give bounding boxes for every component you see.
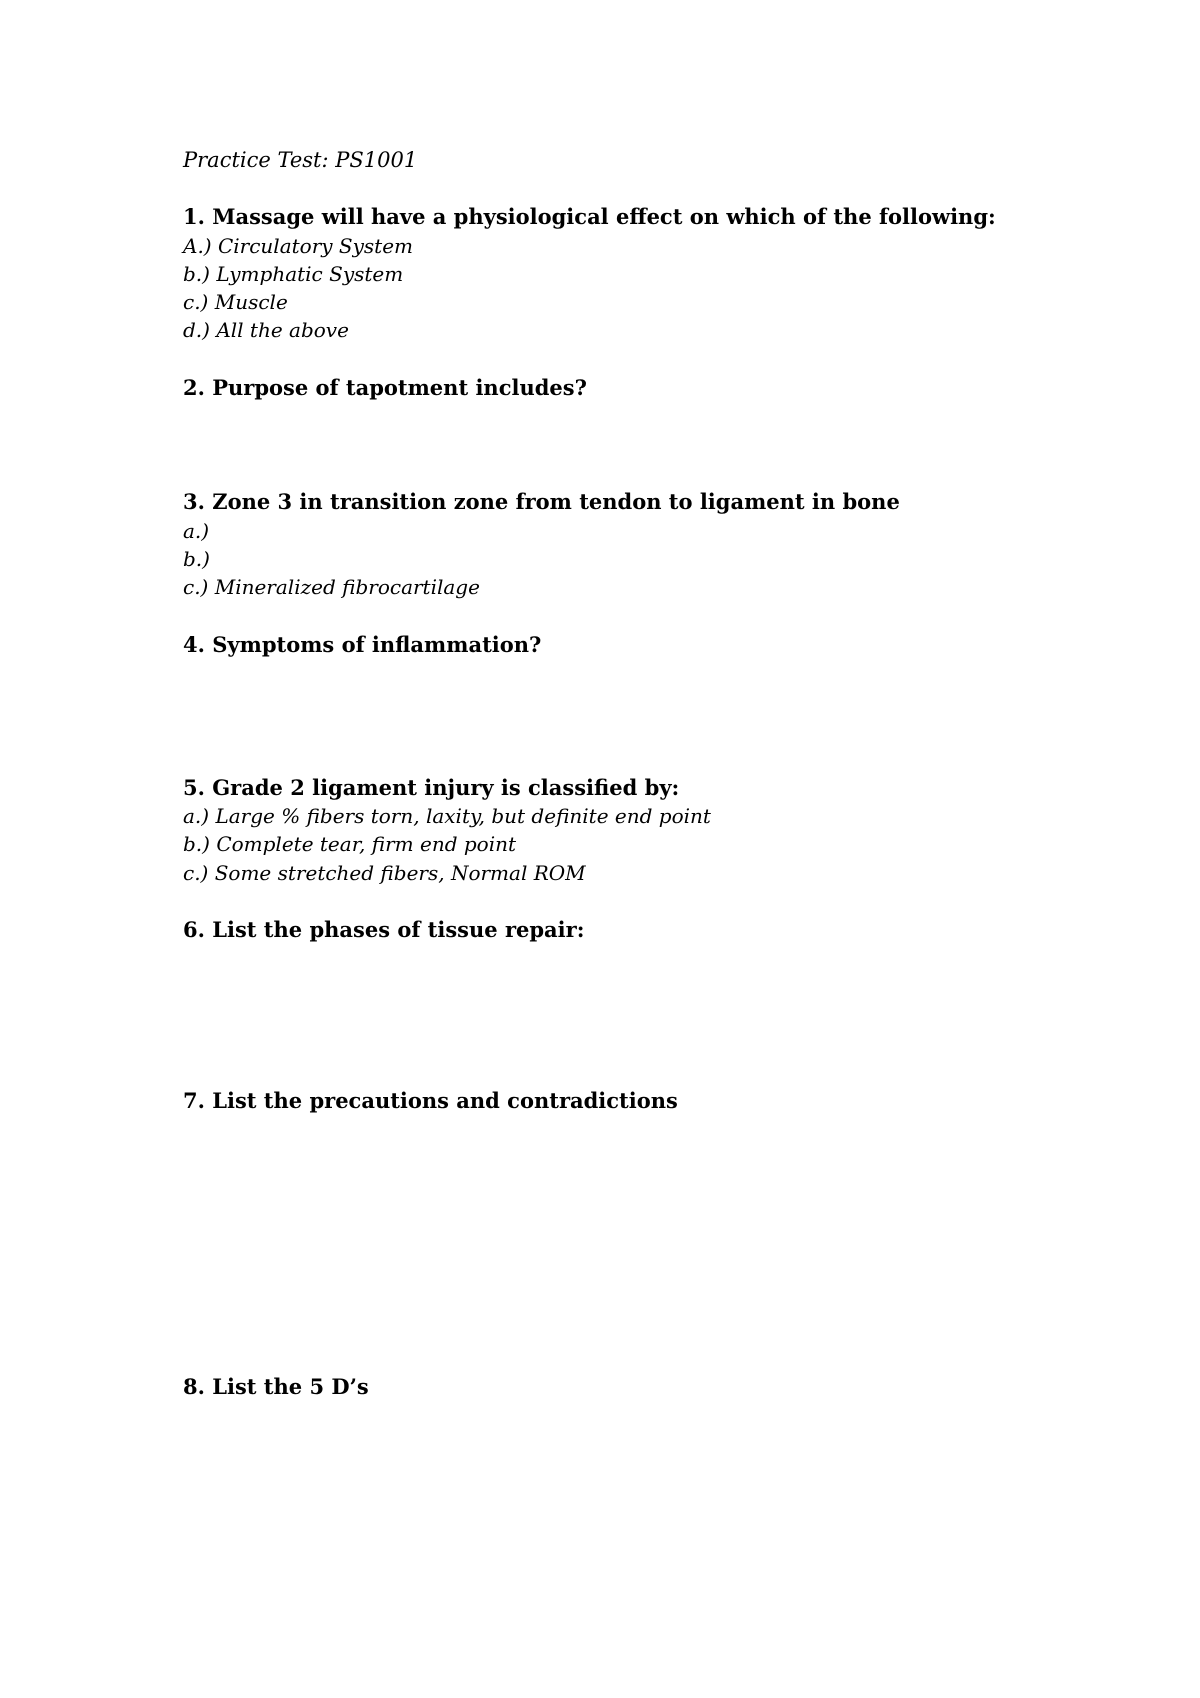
question-6: 6. List the phases of tissue repair:	[183, 917, 585, 942]
question-1-option-d: d.) All the above	[183, 318, 349, 342]
question-3-option-a: a.)	[183, 519, 210, 543]
question-1-option-b: b.) Lymphatic System	[183, 262, 404, 286]
question-5-option-b: b.) Complete tear, firm end point	[183, 832, 517, 856]
question-1: 1. Massage will have a physiological effect on which of the following:	[183, 204, 996, 229]
question-1-option-a: A.) Circulatory System	[183, 234, 414, 258]
question-8: 8. List the 5 D’s	[183, 1374, 369, 1399]
question-1-option-c: c.) Muscle	[183, 290, 288, 314]
question-3-option-b: b.)	[183, 547, 210, 571]
document-title: Practice Test: PS1001	[183, 148, 418, 172]
question-4: 4. Symptoms of inflammation?	[183, 632, 542, 657]
question-3-option-c: c.) Mineralized fibrocartilage	[183, 575, 480, 599]
question-7: 7. List the precautions and contradictions	[183, 1088, 678, 1113]
question-2: 2. Purpose of tapotment includes?	[183, 375, 587, 400]
question-5-option-a: a.) Large % fibers torn, laxity, but definite end point	[183, 804, 711, 828]
question-5-option-c: c.) Some stretched fibers, Normal ROM	[183, 861, 586, 885]
question-3: 3. Zone 3 in transition zone from tendon to ligament in bone	[183, 489, 900, 514]
question-5: 5. Grade 2 ligament injury is classified by:	[183, 775, 680, 800]
